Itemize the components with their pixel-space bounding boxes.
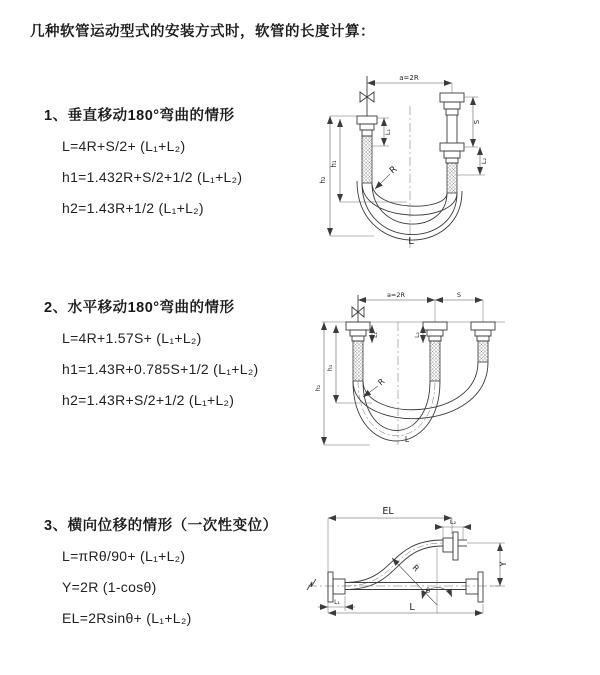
dimension-s bbox=[435, 291, 483, 322]
dim-label-h1: h₁ bbox=[330, 160, 338, 168]
braid-section bbox=[362, 136, 372, 183]
dimension-el bbox=[328, 506, 452, 613]
page-title: 几种软管运动型式的安装方式时，软管的长度计算： bbox=[30, 24, 375, 40]
dim-label-l2: L₂ bbox=[414, 332, 421, 338]
braid-section bbox=[478, 341, 488, 362]
dim-label-s: S bbox=[473, 119, 481, 125]
braid-section bbox=[353, 341, 363, 381]
dimension-s bbox=[464, 97, 481, 147]
dimension-l bbox=[328, 602, 483, 613]
radius-label: R bbox=[388, 164, 400, 177]
formula-line: L=4R+S/2+ (L₁+L₂) bbox=[62, 138, 186, 154]
dim-label-l1: L₁ bbox=[384, 128, 392, 136]
valve-icon bbox=[360, 76, 374, 116]
valve-icon bbox=[352, 295, 364, 322]
diagram-horizontal-180 bbox=[310, 285, 590, 460]
angle-label: θ bbox=[425, 587, 431, 595]
dim-label-el: EL bbox=[382, 506, 394, 517]
length-label: L bbox=[409, 602, 415, 613]
flange-fitting-right bbox=[466, 572, 483, 602]
dim-label-a2r: a=2R bbox=[399, 74, 419, 82]
dimension-h2 bbox=[314, 322, 370, 445]
formula-line: h1=1.43R+0.785S+1/2 (L₁+L₂) bbox=[62, 361, 259, 377]
formula-line: Y=2R (1-cosθ) bbox=[62, 579, 157, 595]
dimension-a2r bbox=[367, 74, 452, 93]
dimension-h1 bbox=[326, 325, 372, 403]
dim-label-h2: h₂ bbox=[319, 176, 327, 184]
section-horizontal-180 bbox=[44, 296, 259, 423]
braid-section bbox=[430, 341, 440, 381]
braid-section bbox=[447, 163, 457, 193]
flange-fitting-upper bbox=[443, 532, 467, 560]
radius-callout bbox=[392, 558, 437, 605]
dim-label-a2r: a=2R bbox=[386, 291, 406, 299]
flange-fitting-right bbox=[440, 93, 464, 193]
dimension-l1 bbox=[372, 118, 392, 146]
diagram-vertical-180 bbox=[310, 68, 580, 258]
dimension-l1 bbox=[372, 325, 379, 343]
dim-label-l2: L₂ bbox=[449, 518, 457, 526]
dimension-y bbox=[467, 543, 509, 586]
section-heading: 3、横向位移的情形（一次性变位） bbox=[44, 518, 278, 534]
hose-u-bend bbox=[353, 362, 488, 441]
formula-line: h1=1.432R+S/2+1/2 (L₁+L₂) bbox=[62, 169, 243, 185]
dim-label-s: S bbox=[456, 291, 462, 299]
flange-fitting-left bbox=[357, 116, 377, 183]
formula-line: EL=2Rsinθ+ (L₁+L₂) bbox=[62, 610, 192, 626]
radius-label: R bbox=[376, 376, 387, 388]
radius-label: R bbox=[410, 563, 421, 574]
section-vertical-180 bbox=[44, 104, 242, 231]
pipe-break-icon bbox=[307, 579, 316, 590]
formula-line: h2=1.43R+S/2+1/2 (L₁+L₂) bbox=[62, 392, 235, 408]
dim-label-y: Y bbox=[499, 561, 509, 567]
formula-line: L=4R+1.57S+ (L₁+L₂) bbox=[62, 330, 202, 346]
section-heading: 1、垂直移动180°弯曲的情形 bbox=[44, 108, 235, 124]
dim-label-l1: L₁ bbox=[334, 599, 340, 606]
dimension-a2r bbox=[358, 291, 435, 300]
dim-label-h1: h₁ bbox=[326, 364, 334, 372]
length-label: L bbox=[408, 236, 414, 247]
dim-label-h2: h₂ bbox=[314, 384, 322, 392]
dim-label-l2: L₂ bbox=[480, 157, 488, 165]
formula-line: h2=1.43R+1/2 (L₁+L₂) bbox=[62, 200, 204, 216]
diagram-lateral-displacement bbox=[300, 500, 590, 660]
flange-fitting-right bbox=[471, 322, 495, 362]
flange-fitting-left bbox=[346, 322, 370, 381]
radius-callout bbox=[363, 377, 387, 397]
flange-fitting-left bbox=[328, 572, 345, 602]
hose-u-bend bbox=[357, 181, 462, 240]
formula-line: L=πRθ/90+ (L₁+L₂) bbox=[62, 548, 186, 564]
length-label: L bbox=[404, 435, 410, 444]
dim-label-l1: L₁ bbox=[372, 332, 379, 338]
dimension-l1 bbox=[318, 596, 355, 611]
radius-callout bbox=[375, 165, 399, 189]
flange-fitting-middle bbox=[423, 322, 447, 381]
section-lateral-displacement bbox=[44, 514, 278, 641]
section-heading: 2、水平移动180°弯曲的情形 bbox=[44, 300, 235, 316]
dimension-l2 bbox=[414, 325, 423, 343]
